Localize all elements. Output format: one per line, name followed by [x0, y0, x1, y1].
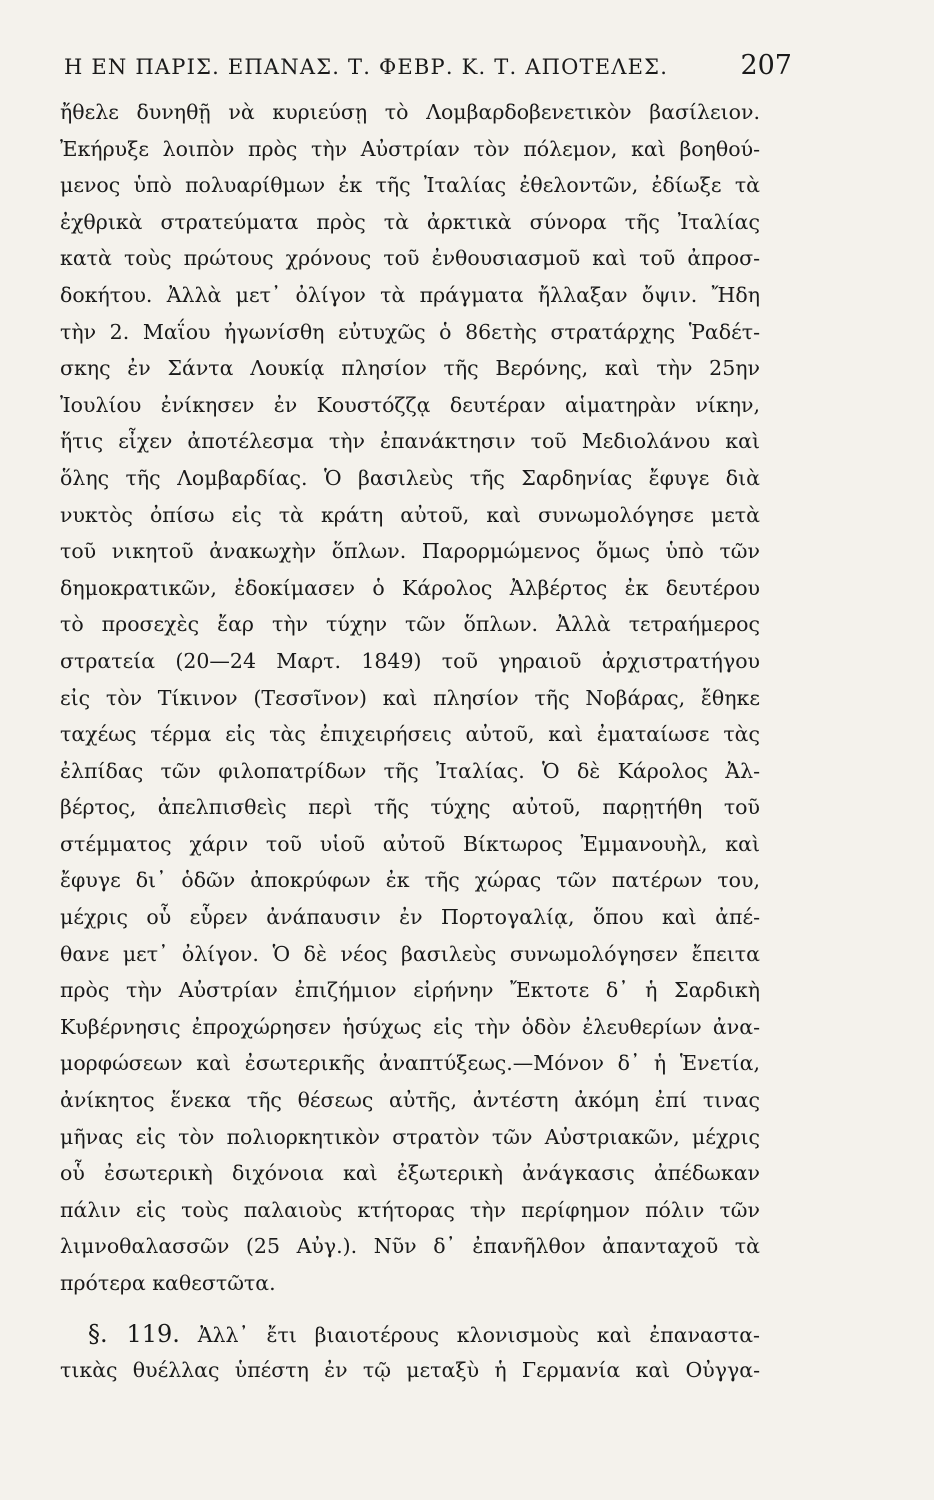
- section-second-line: τικὰς θυέλλας ὑπέστη ἐν τῷ μεταξὺ ἡ Γερμανία καὶ Οὐγγα-: [60, 1358, 760, 1383]
- text-line: τοῦ νικητοῦ ἀνακωχὴν ὅπλων. Παρορμώμενος ὅμως ὑπὸ τῶν: [60, 539, 760, 564]
- text-line: εἰς τὸν Τίκινον (Τεσσῖνον) καὶ πλησίον τῆς Νοβάρας, ἔθηκε: [60, 685, 760, 710]
- text-line: πρὸς τὴν Αὐστρίαν ἐπιζήμιον εἰρήνην Ἔκτοτε δ᾽ ἡ Σαρδικὴ: [60, 978, 760, 1003]
- text-line: στέμματος χάριν τοῦ υἱοῦ αὐτοῦ Βίκτωρος Ἐμμανουὴλ, καὶ: [60, 831, 760, 856]
- text-line: πρότερα καθεστῶτα.: [60, 1271, 276, 1295]
- text-line: κατὰ τοὺς πρώτους χρόνους τοῦ ἐνθουσιασμοῦ καὶ τοῦ ἀπροσ-: [60, 246, 760, 271]
- running-head: [64, 50, 792, 90]
- text-line: μέχρις οὗ εὗρεν ἀνάπαυσιν ἐν Πορτογαλίᾳ, ὅπου καὶ ἀπέ-: [60, 905, 760, 930]
- text-line: ὅλης τῆς Λομβαρδίας. Ὁ βασιλεὺς τῆς Σαρδηνίας ἔφυγε διὰ: [60, 465, 760, 490]
- text-line: μῆνας εἰς τὸν πολιορκητικὸν στρατὸν τῶν Αὐστριακῶν, μέχρις: [60, 1124, 760, 1149]
- text-line: πάλιν εἰς τοὺς παλαιοὺς κτήτορας τὴν περίφημον πόλιν τῶν: [60, 1197, 760, 1222]
- text-line: ἥτις εἶχεν ἀποτέλεσμα τὴν ἐπανάκτησιν τοῦ Μεδιολάνου καὶ: [60, 429, 760, 454]
- section-number: §. 119.: [88, 1319, 180, 1348]
- text-line: δοκήτου. Ἀλλὰ μετ᾽ ὀλίγον τὰ πράγματα ἤλλαξαν ὄψιν. Ἤδη: [60, 282, 760, 307]
- text-line: λιμνοθαλασσῶν (25 Αὐγ.). Νῦν δ᾽ ἐπανῆλθον ἀπανταχοῦ τὰ: [60, 1234, 760, 1259]
- text-line: βέρτος, ἀπελπισθεὶς περὶ τῆς τύχης αὐτοῦ, παρῃτήθη τοῦ: [60, 795, 760, 820]
- text-line: στρατεία (20—24 Μαρτ. 1849) τοῦ γηραιοῦ ἀρχιστρατήγου: [60, 648, 760, 673]
- text-line: οὗ ἐσωτερικὴ διχόνοια καὶ ἐξωτερικὴ ἀνάγκασις ἀπέδωκαν: [60, 1161, 760, 1186]
- section-first-line: [60, 1316, 760, 1353]
- main-text: [60, 94, 760, 1389]
- text-line: μορφώσεων καὶ ἐσωτερικῆς ἀναπτύξεως.—Μόνον δ᾽ ἡ Ἑνετία,: [60, 1051, 760, 1076]
- text-line: ἀνίκητος ἕνεκα τῆς θέσεως αὐτῆς, ἀντέστη ἀκόμη ἐπί τινας: [60, 1088, 760, 1113]
- running-title: Η ΕΝ ΠΑΡΙΣ. ΕΠΑΝΑΣ. Τ. ΦΕΒΡ. Κ. Τ. ΑΠΟΤΕΛΕΣ.: [64, 55, 669, 79]
- text-line: Ἐκήρυξε λοιπὸν πρὸς τὴν Αὐστρίαν τὸν πόλεμον, καὶ βοηθού-: [60, 136, 760, 161]
- text-line: ἐλπίδας τῶν φιλοπατρίδων τῆς Ἰταλίας. Ὁ δὲ Κάρολος Ἀλ-: [60, 758, 760, 783]
- text-line: ταχέως τέρμα εἰς τὰς ἐπιχειρήσεις αὐτοῦ, καὶ ἐματαίωσε τὰς: [60, 722, 760, 747]
- text-line: νυκτὸς ὀπίσω εἰς τὰ κράτη αὐτοῦ, καὶ συνωμολόγησε μετὰ: [60, 502, 760, 527]
- page-number: 207: [740, 50, 792, 81]
- text-line: Ἰουλίου ἐνίκησεν ἐν Κουστόζζᾳ δευτέραν αἱματηρὰν νίκην,: [60, 392, 760, 417]
- book-page: [60, 50, 792, 1470]
- text-line: ἔφυγε δι᾽ ὁδῶν ἀποκρύφων ἐκ τῆς χώρας τῶν πατέρων του,: [60, 868, 760, 893]
- text-line: τὴν 2. Μαΐου ἠγωνίσθη εὐτυχῶς ὁ 86ετὴς στρατάρχης Ῥαδέτ-: [60, 319, 760, 344]
- text-line: ἐχθρικὰ στρατεύματα πρὸς τὰ ἀρκτικὰ σύνορα τῆς Ἰταλίας: [60, 209, 760, 234]
- text-line: Κυβέρνησις ἐπροχώρησεν ἡσύχως εἰς τὴν ὁδὸν ἐλευθερίων ἀνα-: [60, 1014, 760, 1039]
- section-119: [60, 1316, 760, 1389]
- text-line: σκης ἐν Σάντα Λουκίᾳ πλησίον τῆς Βερόνης, καὶ τὴν 25ην: [60, 356, 760, 381]
- text-line: θανε μετ᾽ ὀλίγον. Ὁ δὲ νέος βασιλεὺς συνωμολόγησεν ἔπειτα: [60, 941, 760, 966]
- text-line: δημοκρατικῶν, ἐδοκίμασεν ὁ Κάρολος Ἀλβέρτος ἐκ δευτέρου: [60, 575, 760, 600]
- text-line: τὸ προσεχὲς ἔαρ τὴν τύχην τῶν ὅπλων. Ἀλλὰ τετραήμερος: [60, 612, 760, 637]
- text-line: ἤθελε δυνηθῇ νὰ κυριεύσῃ τὸ Λομβαρδοβενετικὸν βασίλειον.: [60, 100, 760, 124]
- text-line: μενος ὑπὸ πολυαρίθμων ἐκ τῆς Ἰταλίας ἐθελοντῶν, ἐδίωξε τὰ: [60, 173, 760, 198]
- paragraph: [60, 94, 760, 1302]
- section-text: Ἀλλ᾽ ἔτι βιαιοτέρους κλονισμοὺς καὶ ἐπαναστα-: [197, 1322, 760, 1347]
